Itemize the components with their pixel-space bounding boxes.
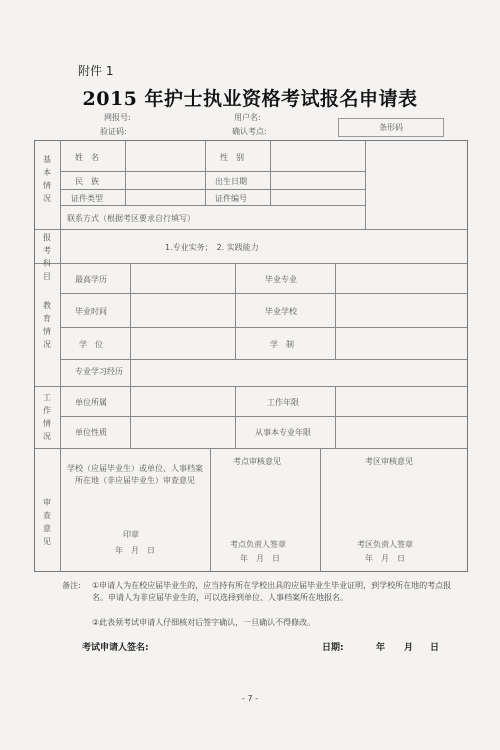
experience-label: 专业学习经历 [75, 367, 123, 376]
highest-degree-label: 最高学历 [75, 275, 107, 284]
section-edu: 教育情况 [43, 301, 51, 349]
name-label: 姓 名 [75, 153, 99, 162]
school-label: 毕业学校 [265, 307, 297, 316]
month-label: 月 [404, 643, 414, 653]
ethnicity-label: 民 族 [75, 177, 99, 186]
date-2: 年 月 日 [240, 554, 280, 563]
reg-no-label: 网报号: [104, 113, 131, 122]
gender-label: 性 别 [220, 153, 244, 162]
day-label: 日 [430, 643, 440, 653]
section-basic: 基本情况 [43, 155, 51, 203]
district-review-label: 考区审核意见 [365, 457, 413, 466]
id-type-label: 证件类型 [71, 194, 103, 203]
form-title: 2015 年护士执业资格考试报名申请表 [82, 88, 418, 110]
system-label: 学 制 [270, 340, 294, 349]
user-name-label: 用户名: [234, 113, 261, 122]
degree-label: 学 位 [79, 340, 103, 349]
id-no-label: 验证码: [100, 127, 127, 136]
application-form [34, 140, 468, 572]
year-label: 年 [376, 643, 386, 653]
years-in-field-label: 从事本专业年限 [255, 428, 311, 437]
date-label: 日期: [322, 643, 344, 653]
applicant-signature-label: 考试申请人签名: [82, 643, 149, 653]
work-years-label: 工作年限 [267, 398, 299, 407]
birth-label: 出生日期 [215, 177, 247, 186]
note-1: ①申请人为在校应届毕业生的，应当持有所在学校出具的应届毕业生毕业证明，到学校所在地的考点报名。申请人为非应届毕业生的，可以选择到单位、人事档案所在地报名。 [92, 581, 452, 602]
note-2: ②此表须考试申请人仔细核对后签字确认，一旦确认不得修改。 [92, 618, 316, 627]
district-sign-label: 考区负责人签章 [357, 540, 413, 549]
attachment-label: 附件 1 [78, 64, 114, 78]
major-label: 毕业专业 [265, 275, 297, 284]
point-review-label: 考点审核意见 [233, 457, 281, 466]
date-3: 年 月 日 [365, 554, 405, 563]
contact-label: 联系方式（根据考区要求自行填写） [67, 214, 195, 223]
page-number: - 7 - [242, 694, 258, 703]
unit-name-label: 单位所属 [75, 398, 107, 407]
seal-label: 印章 [123, 530, 139, 539]
point-sign-label: 考点负责人签章 [230, 540, 286, 549]
unit-nature-label: 单位性质 [75, 428, 107, 437]
section-review: 审查意见 [43, 498, 51, 546]
date-1: 年 月 日 [115, 546, 155, 555]
id-number-label: 证件编号 [215, 194, 247, 203]
school-opinion-label: 学校（应届毕业生）或单位、人事档案所在地（非应届毕业生）审查意见 [67, 464, 203, 485]
grad-time-label: 毕业时间 [75, 307, 107, 316]
section-exam: 报考科目 [43, 233, 51, 281]
notes-label: 备注: [62, 581, 81, 590]
confirm-point-label: 确认考点: [232, 127, 267, 136]
section-work: 工作情况 [43, 393, 51, 441]
exam-subjects: 1.专业实务； 2. 实践能力 [165, 243, 259, 252]
barcode-box: 条形码 [338, 118, 444, 137]
